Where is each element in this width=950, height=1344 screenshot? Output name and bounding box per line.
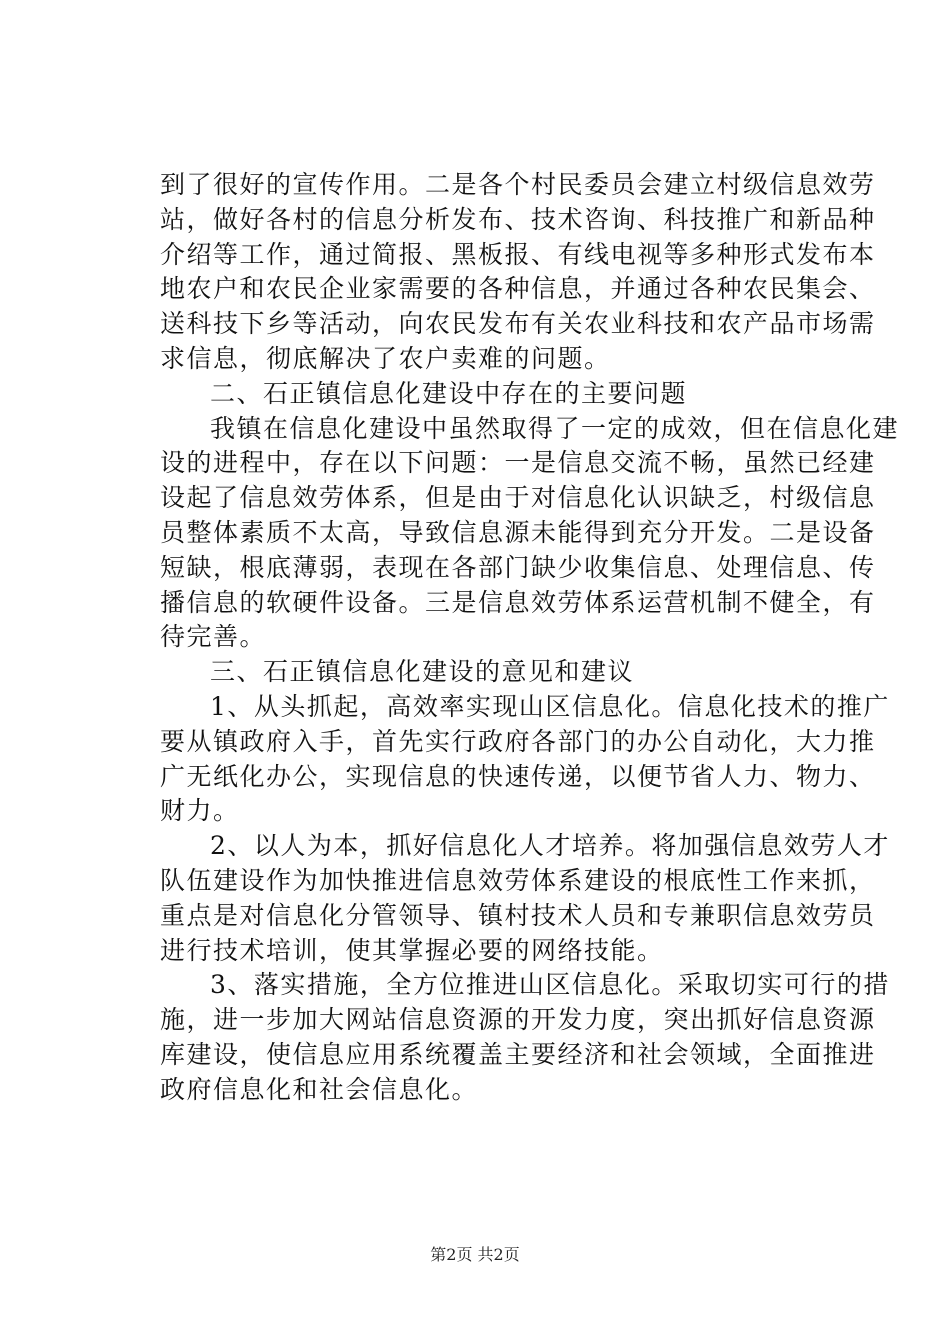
page-number-footer: 第2页 共2页 — [430, 1245, 520, 1264]
text-line: 政府信息化和社会信息化。 — [160, 1074, 479, 1104]
text-line: 进行技术培训，使其掌握必要的网络技能。 — [160, 935, 664, 965]
text-line: 施，进一步加大网站信息资源的开发力度，突出抓好信息资源 — [160, 1005, 876, 1035]
section-heading: 三、石正镇信息化建设的意见和建议 — [210, 657, 635, 687]
text-line: 队伍建设作为加快推进信息效劳体系建设的根底性工作来抓， — [160, 865, 876, 895]
text-line: 2、以人为本，抓好信息化人才培养。将加强信息效劳人才 — [210, 831, 890, 861]
text-line: 3、落实措施，全方位推进山区信息化。采取切实可行的措 — [210, 970, 890, 1000]
text-line: 短缺，根底薄弱，表现在各部门缺少收集信息、处理信息、传 — [160, 552, 876, 582]
text-line: 我镇在信息化建设中虽然取得了一定的成效，但在信息化建 — [210, 413, 900, 443]
text-line: 要从镇政府入手，首先实行政府各部门的办公自动化，大力推 — [160, 726, 876, 756]
text-line: 库建设，使信息应用系统覆盖主要经济和社会领域，全面推进 — [160, 1039, 876, 1069]
section-heading: 二、石正镇信息化建设中存在的主要问题 — [210, 378, 688, 408]
text-line: 地农户和农民企业家需要的各种信息，并通过各种农民集会、 — [160, 274, 876, 304]
text-line: 设的进程中，存在以下问题：一是信息交流不畅，虽然已经建 — [160, 448, 876, 478]
text-line: 送科技下乡等活动，向农民发布有关农业科技和农产品市场需 — [160, 309, 876, 339]
text-line: 财力。 — [160, 796, 240, 826]
document-body — [160, 168, 900, 1108]
text-line: 重点是对信息化分管领导、镇村技术人员和专兼职信息效劳员 — [160, 900, 876, 930]
text-line: 介绍等工作，通过简报、黑板报、有线电视等多种形式发布本 — [160, 239, 876, 269]
text-line: 广无纸化办公，实现信息的快速传递，以便节省人力、物力、 — [160, 761, 876, 791]
text-line: 站，做好各村的信息分析发布、技术咨询、科技推广和新品种 — [160, 204, 876, 234]
text-line: 播信息的软硬件设备。三是信息效劳体系运营机制不健全，有 — [160, 587, 876, 617]
text-line: 到了很好的宣传作用。二是各个村民委员会建立村级信息效劳 — [160, 170, 876, 199]
text-line: 员整体素质不太高，导致信息源未能得到充分开发。二是设备 — [160, 517, 876, 547]
text-line: 求信息，彻底解决了农户卖难的问题。 — [160, 343, 611, 373]
text-line: 设起了信息效劳体系，但是由于对信息化认识缺乏，村级信息 — [160, 483, 876, 513]
text-line: 1、从头抓起，高效率实现山区信息化。信息化技术的推广 — [210, 691, 890, 721]
text-line: 待完善。 — [160, 622, 267, 652]
